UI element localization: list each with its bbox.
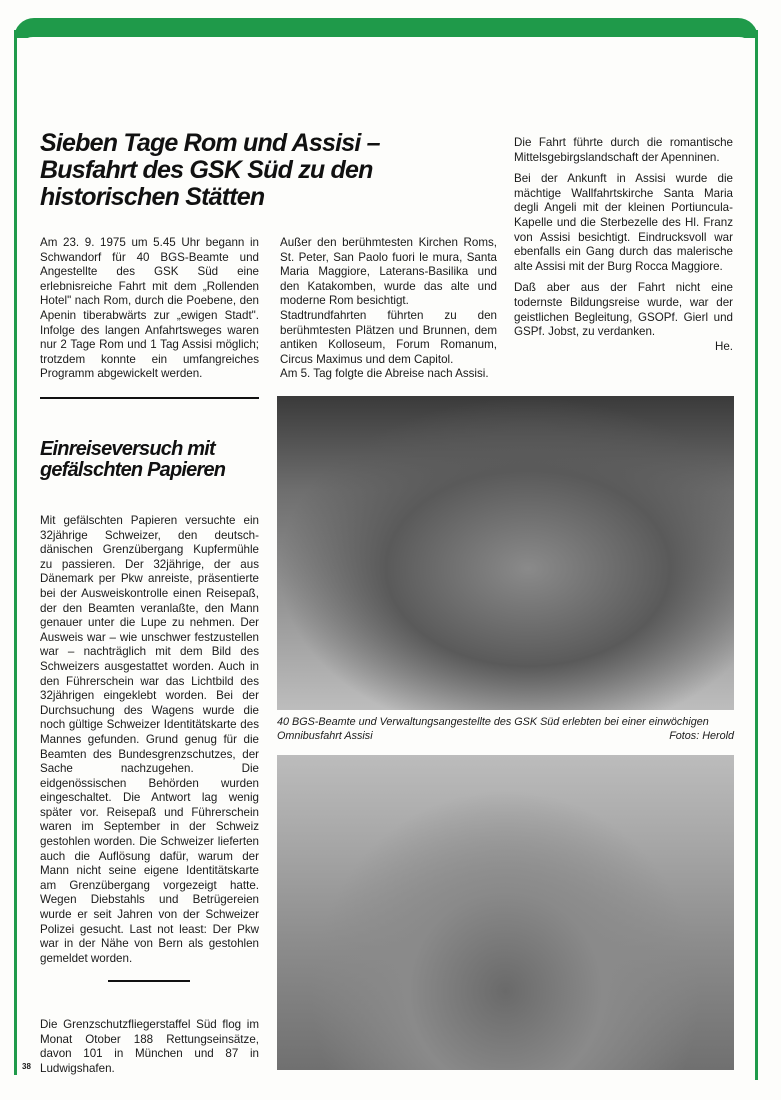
article-column-1 bbox=[40, 236, 259, 389]
green-frame-top bbox=[14, 18, 758, 38]
brief-note bbox=[40, 1018, 259, 1083]
green-frame-right bbox=[755, 30, 758, 1080]
st-peters-square-photo bbox=[277, 755, 734, 1070]
section-divider bbox=[40, 397, 259, 399]
author-signature: He. bbox=[714, 339, 733, 353]
article-column-3 bbox=[514, 136, 733, 361]
paragraph: Die Fahrt führte durch die romantische Mittelsgebirgslandschaft der Apenninen. bbox=[514, 136, 733, 164]
article-2-body bbox=[40, 514, 259, 973]
page-number: 38 bbox=[22, 1062, 31, 1071]
paragraph: Bei der Ankunft in Assisi wurde die mächtige Wallfahrtskirche Santa Maria degli Angeli mit der kleinen Portiuncula-Kapelle und die Sterbezelle des Hl. Franz von Assisi besichtigt. Eindrucksvoll war ebenfalls ein Gang durch das malerische alte Assisi mit der Burg Rocca Maggiore. bbox=[514, 172, 733, 273]
paragraph: Stadtrundfahrten führten zu den berühmtesten Plätzen und Brunnen, dem antiken Kolloseum, Forum Romanum, Circus Maximus und dem Capitol. bbox=[280, 308, 497, 366]
paragraph: Am 5. Tag folgte die Abreise nach Assisi. bbox=[280, 367, 489, 381]
short-divider bbox=[108, 980, 190, 982]
photo-credit: Fotos: Herold bbox=[669, 729, 734, 742]
green-frame-left bbox=[14, 30, 17, 1075]
photo-caption bbox=[277, 716, 734, 743]
paragraph: Die Grenzschutzfliegerstaffel Süd flog im Monat Otober 188 Rettungseinsätze, davon 101 in München und 87 in Ludwigshafen. bbox=[40, 1018, 259, 1075]
paragraph: Mit gefälschten Papieren versuchte ein 32jährige Schweizer, den deutsch-dänischen Grenzübergang Kupfermühle zu passieren. Der 32jährige, der aus Dänemark per Pkw anreiste, präsentierte bei der Ausweiskontrolle einen Reisepaß, der den Beamten veranlaßte, den Mann genauer unter die Lupe zu nehmen. Der Ausweis war – wie unschwer festzustellen war – nachträglich mit dem Bild des Schweizers ausgestattet worden. Auch in den Führerschein war das Lichtbild des 32jährigen eingeklebt worden. Bei der Durchsuchung des Wagens wurde die noch gültige Schweizer Identitätskarte des Mannes gefunden. Grund genug für die Beamten des Bundesgrenzschutzes, der Sache nachzugehen. Die eidgenössischen Behörden wurden eingeschaltet. Die Antwort lag wenig später vor. Reisepaß und Führerschein waren im September in der Schweiz gestohlen worden. Die Schweizer lieferten auch die Auflösung dafür, warum der Mann nicht seine eigene Identitätskarte am Grenzübergang vorgezeigt hatte. Wegen Diebstahls und Betrügereien wurde er seit Jahren von der Schweizer Polizei gesucht. Last not least: Der Pkw war in der Nähe von Bern als gestohlen gemeldet worden. bbox=[40, 514, 259, 965]
article-headline: Sieben Tage Rom und Assisi – Busfahrt des GSK Süd zu den historischen Stätten bbox=[40, 129, 380, 211]
paragraph: Daß aber aus der Fahrt nicht eine todernste Bildungsreise wurde, war der geistlichen Begleitung, GSOPf. Gierl und GSPf. Jobst, zu verdanken. bbox=[514, 281, 733, 339]
group-photo bbox=[277, 396, 734, 710]
article-column-2 bbox=[280, 236, 497, 389]
caption-text: 40 BGS-Beamte und Verwaltungsangestellte des GSK Süd erlebten bei einer einwöchigen Omnibusfahrt Assisi bbox=[277, 716, 709, 742]
paragraph: Am 23. 9. 1975 um 5.45 Uhr begann in Schwandorf für 40 BGS-Beamte und Angestellte des GSK Süd eine erlebnisreiche Fahrt mit dem „Rollenden Hotel" nach Rom, durch die Poebene, den Apenin tiberabwärts zur „ewigen Stadt". Infolge des langen Anfahrtsweges waren nur 2 Tage Rom und 1 Tag Assisi möglich; trotzdem konnte ein umfangreiches Programm abgewickelt werden. bbox=[40, 236, 259, 381]
paragraph: Außer den berühmtesten Kirchen Roms, St. Peter, San Paolo fuori le mura, Santa Maria Maggiore, Laterans-Basilika und den Katakomben, wurde das alte und moderne Rom besichtigt. bbox=[280, 236, 497, 308]
article-headline-2: Einreiseversuch mit gefälschten Papieren bbox=[40, 438, 226, 481]
